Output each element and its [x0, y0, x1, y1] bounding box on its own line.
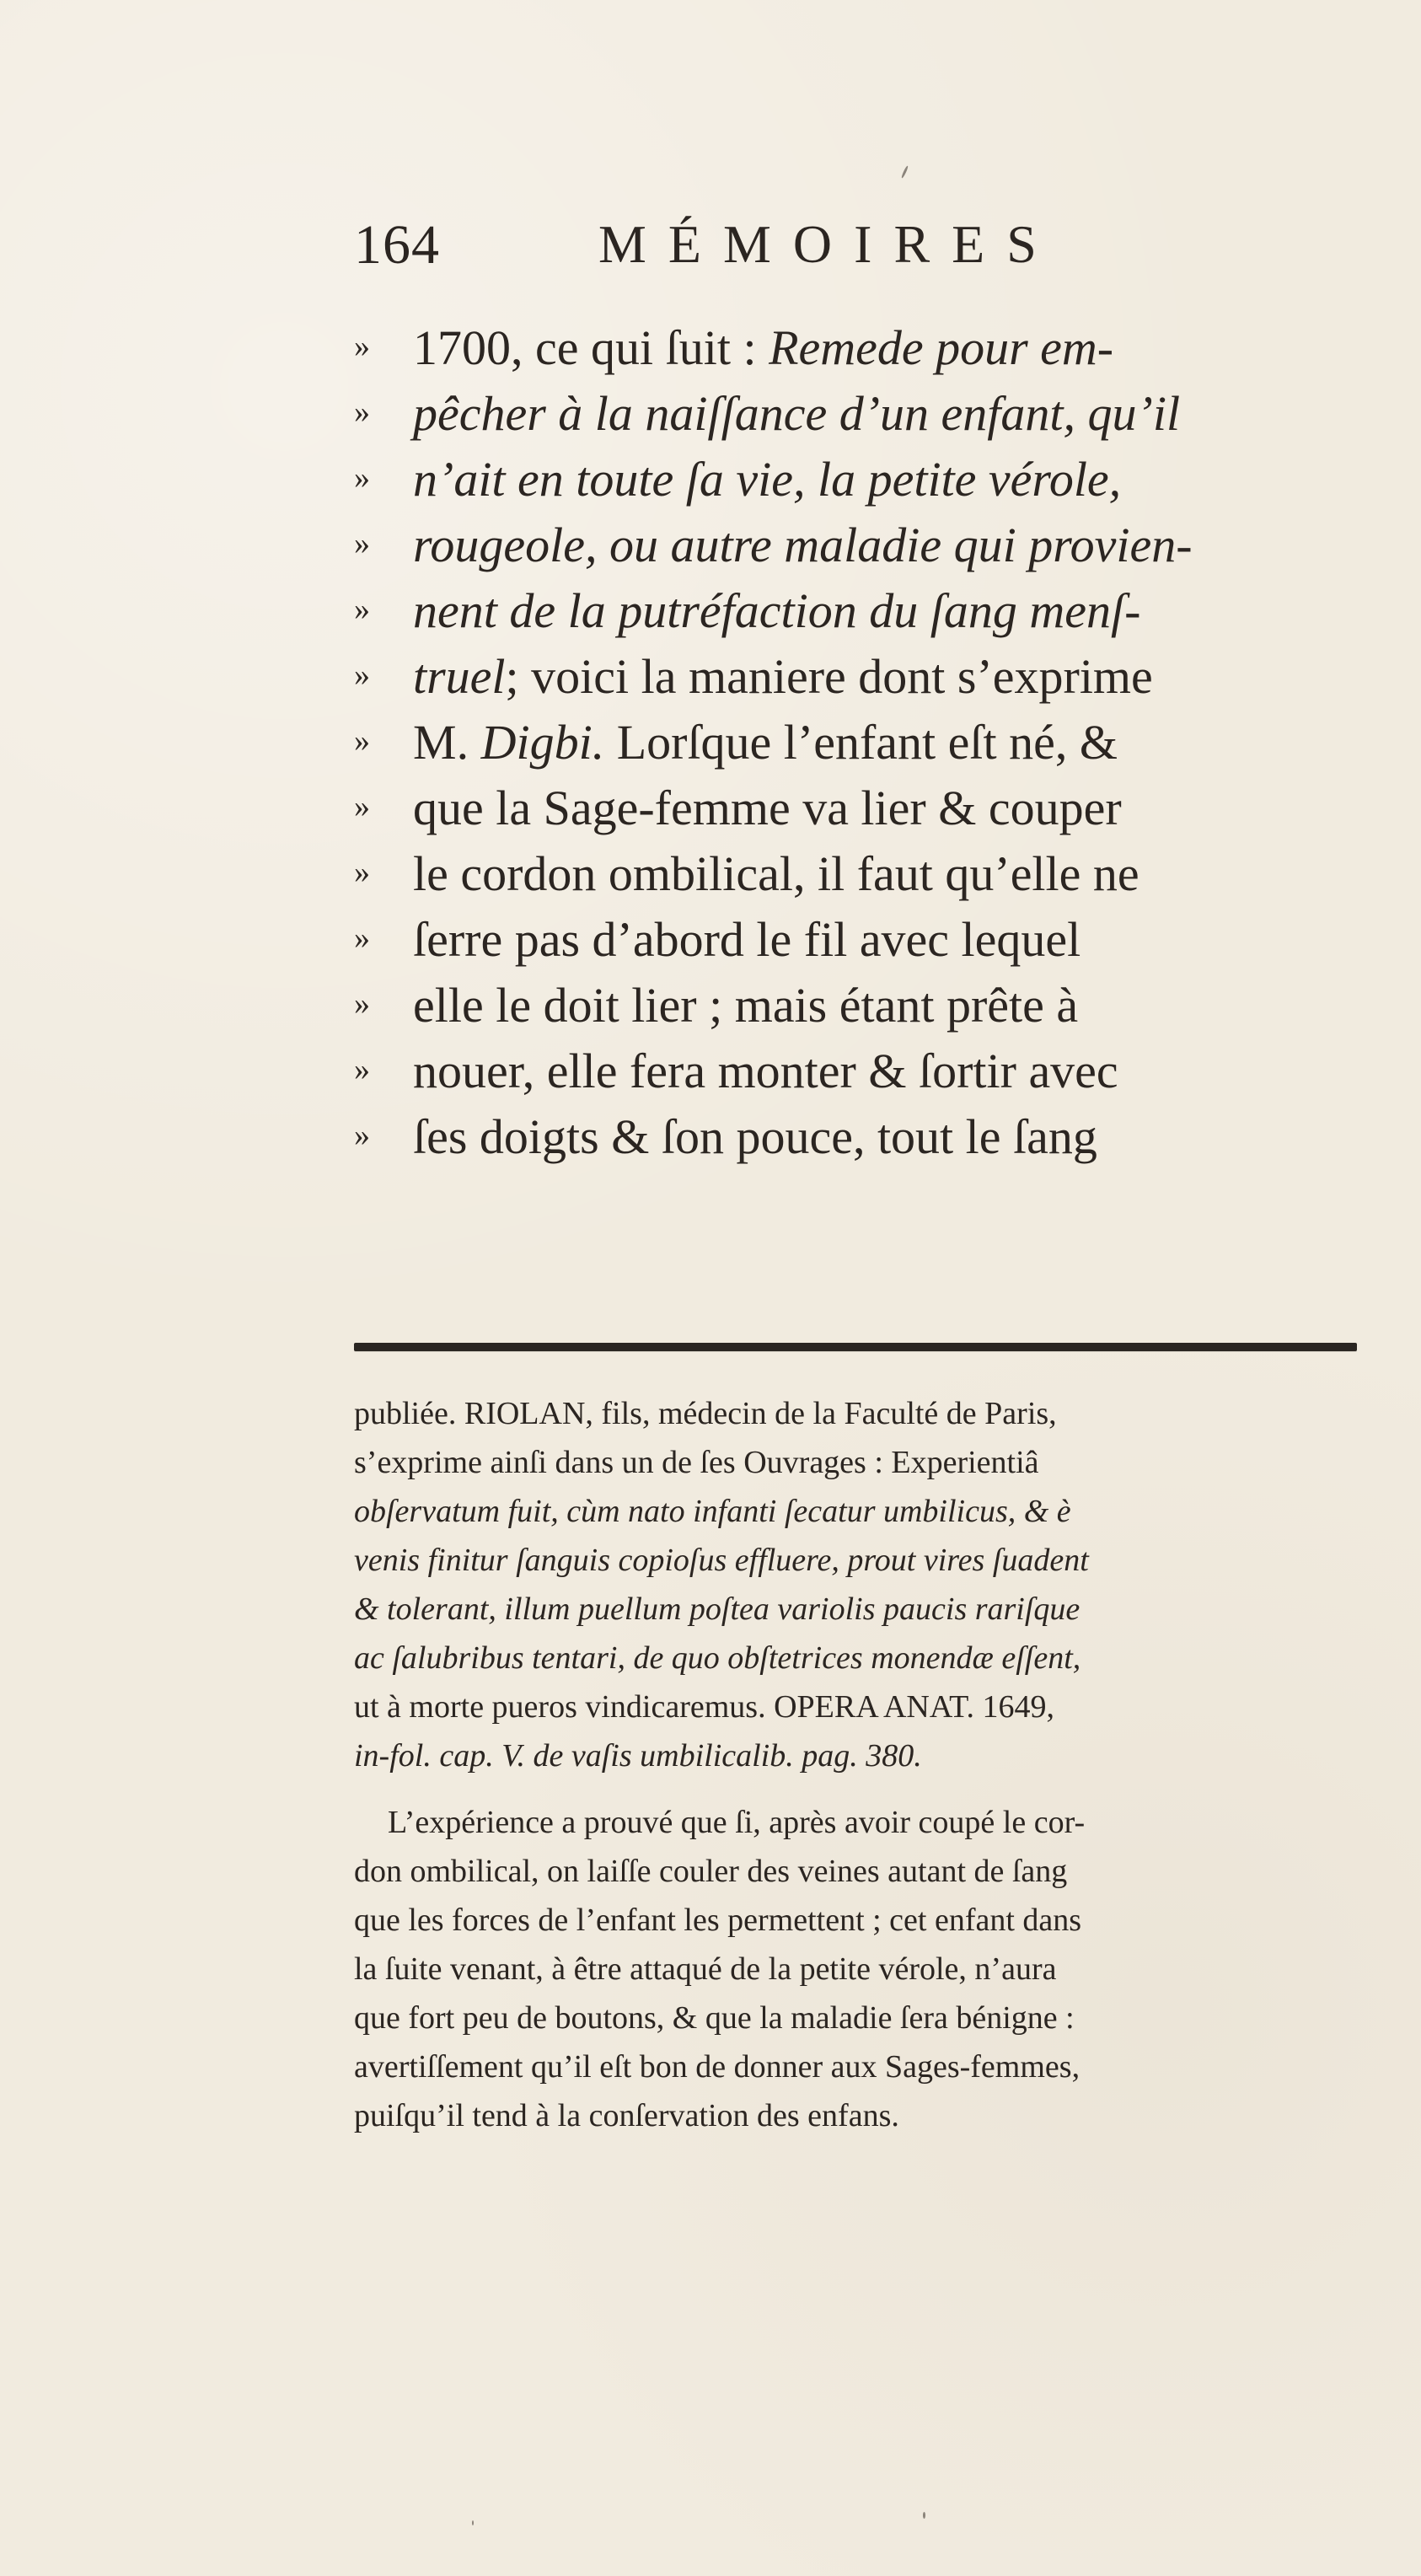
footnote-word: venis finitur ſanguis copioſus effluere, prout vires ſuadent — [354, 1543, 1089, 1578]
line-text — [413, 513, 1193, 577]
quote-mark: » — [354, 723, 370, 759]
text-line — [354, 645, 1365, 708]
line-text — [413, 382, 1180, 445]
text-segment: que la Sage-femme va lier & couper — [413, 781, 1122, 835]
text-segment: le cordon ombilical, il faut qu’elle ne — [413, 846, 1139, 901]
text-segment: 1700, ce qui ſuit : — [413, 320, 769, 375]
quote-mark: » — [354, 1118, 370, 1153]
text-line — [354, 1039, 1365, 1103]
page-header — [354, 214, 1113, 293]
text-segment: n’ait en toute ſa vie, la petite vérole, — [413, 452, 1122, 507]
footnote-word: s’exprime ainſi dans un de ſes Ouvrages : Experientiâ — [354, 1445, 1039, 1480]
footnote-block — [354, 1391, 1357, 2142]
footnote-word: in-fol. cap. V. de vaſis umbilicalib. pag. 380. — [354, 1738, 922, 1774]
footnote-paragraph-1 — [354, 1391, 1357, 1779]
footnote-word: & tolerant, illum puellum poſtea variolis paucis rariſque — [354, 1591, 1080, 1627]
quote-mark: » — [354, 460, 370, 496]
line-text — [413, 579, 1140, 642]
footnote-line — [354, 1800, 1357, 1846]
text-segment: M. — [413, 715, 481, 770]
text-line — [354, 711, 1365, 774]
line-text — [413, 316, 1113, 379]
paper-speck — [901, 165, 909, 179]
text-line — [354, 974, 1365, 1037]
footnote-word: don ombilical, on laiſſe couler des veines autant de ſang — [354, 1854, 1068, 1889]
line-text — [413, 645, 1153, 708]
quote-mark: » — [354, 592, 370, 627]
page-number: 164 — [354, 214, 440, 276]
line-text — [413, 776, 1122, 840]
quote-mark: » — [354, 1052, 370, 1087]
footnote-paragraph-2 — [354, 1800, 1357, 2139]
text-segment: nouer, elle fera monter & ſortir avec — [413, 1044, 1118, 1098]
text-segment: Digbi. — [480, 715, 605, 770]
footnote-word: la ſuite venant, à être attaqué de la petite vérole, n’aura — [354, 1951, 1057, 1987]
text-segment: ; voici la maniere dont s’exprime — [505, 649, 1153, 704]
footnote-line — [354, 1995, 1357, 2042]
footnote-line — [354, 1684, 1357, 1731]
line-text — [413, 908, 1080, 971]
footnote-line — [354, 1946, 1357, 1993]
footnote-line — [354, 1586, 1357, 1633]
line-text — [413, 711, 1118, 774]
footnote-line — [354, 1538, 1357, 1584]
text-segment: truel — [413, 649, 506, 704]
footnote-word: obſervatum fuit, cùm nato infanti ſecatur umbilicus, & è — [354, 1494, 1071, 1529]
quote-mark: » — [354, 855, 370, 890]
text-line — [354, 842, 1365, 905]
paper-speck — [923, 2512, 925, 2519]
quote-mark: » — [354, 920, 370, 956]
footnote-word: ut à morte pueros vindicaremus. OPERA ANAT. 1649, — [354, 1689, 1054, 1725]
text-line — [354, 776, 1365, 840]
text-line — [354, 316, 1365, 379]
text-segment: nent de la putréfaction du ſang menſ- — [413, 583, 1141, 638]
text-segment: elle le doit lier ; mais étant prête à — [413, 978, 1079, 1033]
text-line — [354, 908, 1365, 971]
footnote-line — [354, 1391, 1357, 1437]
footnote-line — [354, 1489, 1357, 1535]
footnote-word: que fort peu de boutons, & que la maladie ſera bénigne : — [354, 2000, 1075, 2036]
text-line — [354, 513, 1365, 577]
text-segment: rougeole, ou autre maladie qui provien- — [413, 518, 1193, 572]
quote-mark: » — [354, 657, 370, 693]
footnote-word: puiſqu’il tend à la conſervation des enfans. — [354, 2098, 899, 2133]
line-text — [413, 1105, 1097, 1168]
text-line — [354, 579, 1365, 642]
footnote-line — [354, 1733, 1357, 1779]
footnote-line — [354, 1897, 1357, 1944]
text-line — [354, 448, 1365, 511]
line-text — [413, 448, 1121, 511]
quote-mark: » — [354, 329, 370, 364]
quote-mark: » — [354, 789, 370, 824]
footnote-line — [354, 1635, 1357, 1682]
footnote-line — [354, 1440, 1357, 1486]
text-segment: pêcher à la naiſſance d’un enfant, qu’il — [413, 386, 1181, 441]
footnote-rule — [354, 1343, 1357, 1351]
line-text — [413, 974, 1078, 1037]
footnote-word: L’expérience a prouvé que ſi, après avoir coupé le cor- — [388, 1805, 1086, 1840]
paper-speck — [472, 2520, 474, 2525]
footnote-line — [354, 1849, 1357, 1895]
line-text — [413, 842, 1139, 905]
text-line — [354, 1105, 1365, 1168]
text-segment: Lorſque l’enfant eſt né, & — [604, 715, 1118, 770]
footnote-word: avertiſſement qu’il eſt bon de donner aux Sages-femmes, — [354, 2049, 1080, 2085]
text-line — [354, 382, 1365, 445]
running-head: MÉMOIRES — [598, 214, 1059, 274]
quote-mark: » — [354, 986, 370, 1022]
line-text — [413, 1039, 1118, 1103]
footnote-word: que les forces de l’enfant les permettent ; cet enfant dans — [354, 1902, 1082, 1938]
text-segment: ſerre pas d’abord le fil avec lequel — [413, 912, 1081, 967]
quote-mark: » — [354, 394, 370, 430]
quote-mark: » — [354, 526, 370, 561]
main-text — [354, 316, 1365, 1171]
footnote-word: ac ſalubribus tentari, de quo obſtetrices monendæ eſſent, — [354, 1640, 1081, 1676]
footnote-line — [354, 2093, 1357, 2139]
footnote-word: publiée. RIOLAN, fils, médecin de la Faculté de Paris, — [354, 1396, 1057, 1431]
text-segment: Remede pour em- — [769, 320, 1114, 375]
footnote-line — [354, 2044, 1357, 2090]
text-segment: ſes doigts & ſon pouce, tout le ſang — [413, 1109, 1097, 1164]
